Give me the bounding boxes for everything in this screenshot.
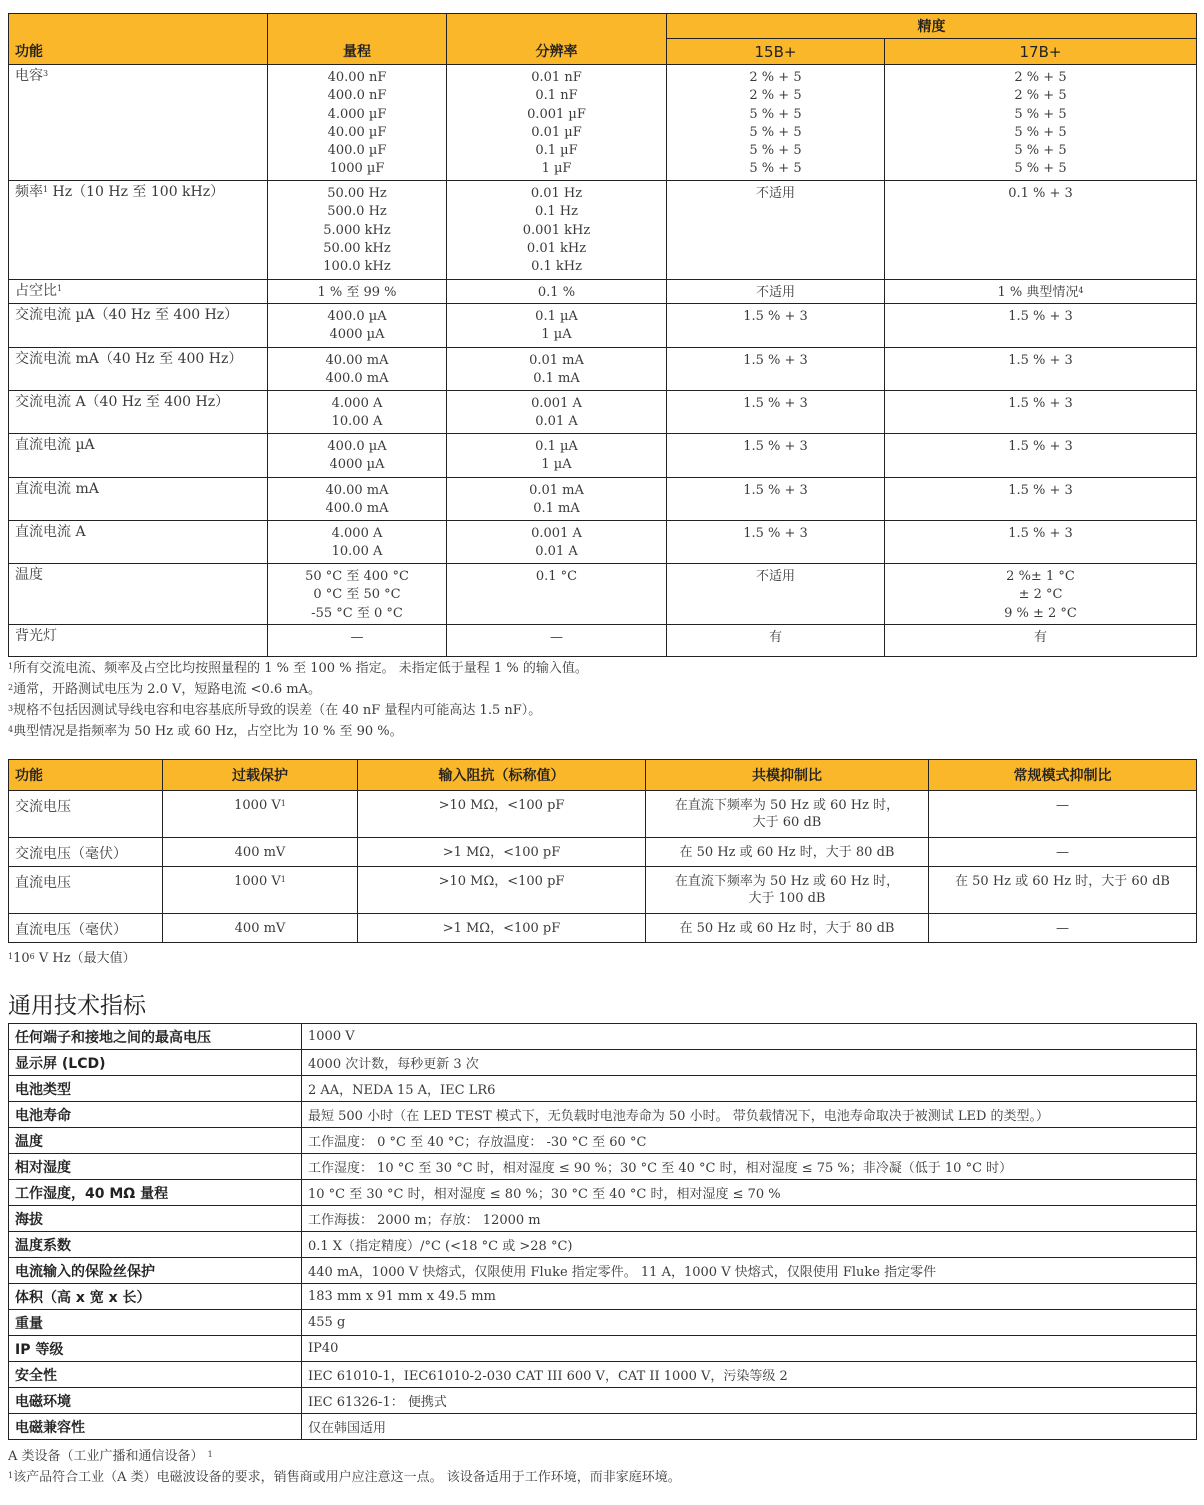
accuracy-15b-cell: 不适用 — [667, 280, 885, 304]
spec-row — [9, 1336, 1197, 1362]
table-row — [9, 280, 1197, 304]
spec-key: 电磁兼容性 — [9, 1414, 302, 1440]
table-row — [9, 181, 1197, 280]
impedance-cell: >1 MΩ，<100 pF — [358, 838, 646, 867]
function-cell: 交流电压 — [9, 791, 163, 838]
nmrr-cell: — — [929, 791, 1197, 838]
spec-row — [9, 1388, 1197, 1414]
header-overload: 过载保护 — [163, 760, 358, 791]
header-resolution: 分辨率 — [447, 14, 667, 65]
spec-key: 电池类型 — [9, 1076, 302, 1102]
header-nmrr: 常规模式抑制比 — [929, 760, 1197, 791]
spec-row — [9, 1310, 1197, 1336]
resolution-cell: 0.1 °C — [447, 564, 667, 625]
spec-key: 温度 — [9, 1128, 302, 1154]
function-cell: 背光灯 — [9, 625, 268, 657]
accuracy-15b-cell: 1.5 % + 3 — [667, 304, 885, 348]
nmrr-cell: — — [929, 838, 1197, 867]
resolution-cell: 0.1 µA 1 µA — [447, 434, 667, 478]
accuracy-15b-cell: 1.5 % + 3 — [667, 478, 885, 521]
header-impedance: 输入阻抗（标称值） — [358, 760, 646, 791]
spec-value: 4000 次计数，每秒更新 3 次 — [302, 1050, 1197, 1076]
cmrr-cell: 在 50 Hz 或 60 Hz 时，大于 80 dB — [646, 914, 929, 943]
header-model-15b: 15B+ — [667, 39, 885, 65]
accuracy-15b-cell: 不适用 — [667, 181, 885, 280]
input-characteristics-table — [8, 759, 1197, 943]
footnote: $^4$典型情况是指频率为 50 Hz 或 60 Hz，占空比为 10 % 至 90 %。 — [8, 724, 403, 739]
spec-value: 455 g — [302, 1310, 1197, 1336]
spec-key: 显示屏 (LCD) — [9, 1050, 302, 1076]
spec-value: IEC 61010-1，IEC61010-2-030 CAT III 600 V，CAT II 1000 V，污染等级 2 — [302, 1362, 1197, 1388]
accuracy-17b-cell: 1.5 % + 3 — [885, 391, 1197, 434]
accuracy-15b-cell: 1.5 % + 3 — [667, 434, 885, 478]
spec-value: 10 °C 至 30 °C 时，相对湿度 ≤ 80 %；30 °C 至 40 °C 时，相对湿度 ≤ 70 % — [302, 1180, 1197, 1206]
measurement-specs-table — [8, 13, 1197, 657]
resolution-cell: 0.001 A 0.01 A — [447, 521, 667, 564]
spec-key: 电磁环境 — [9, 1388, 302, 1414]
table-row — [9, 65, 1197, 181]
spec-key: IP 等级 — [9, 1336, 302, 1362]
header-accuracy: 精度 — [667, 14, 1197, 39]
table-row — [9, 867, 1197, 914]
spec-row — [9, 1414, 1197, 1440]
spec-row — [9, 1102, 1197, 1128]
impedance-cell: >10 MΩ，<100 pF — [358, 791, 646, 838]
spec-value: 440 mA，1000 V 快熔式，仅限使用 Fluke 指定零件。 11 A，1000 V 快熔式，仅限使用 Fluke 指定零件 — [302, 1258, 1197, 1284]
cmrr-cell: 在直流下频率为 50 Hz 或 60 Hz 时， 大于 60 dB — [646, 791, 929, 838]
table-row — [9, 478, 1197, 521]
range-cell: 400.0 µA 4000 µA — [268, 304, 447, 348]
spec-row — [9, 1050, 1197, 1076]
function-cell: 占空比$^1$ — [9, 280, 268, 304]
header-cmrr: 共模抑制比 — [646, 760, 929, 791]
table-row — [9, 791, 1197, 838]
function-cell: 温度 — [9, 564, 268, 625]
nmrr-cell: — — [929, 914, 1197, 943]
spec-key: 任何端子和接地之间的最高电压 — [9, 1024, 302, 1050]
accuracy-17b-cell: 0.1 % + 3 — [885, 181, 1197, 280]
overload-cell: 400 mV — [163, 914, 358, 943]
table-row — [9, 564, 1197, 625]
function-cell: 电容$^3$ — [9, 65, 268, 181]
table-row — [9, 521, 1197, 564]
spec-row — [9, 1128, 1197, 1154]
table-row — [9, 348, 1197, 391]
resolution-cell: — — [447, 625, 667, 657]
spec-value: 工作湿度： 10 °C 至 30 °C 时，相对湿度 ≤ 90 %；30 °C 至 40 °C 时，相对湿度 ≤ 75 %；非冷凝（低于 10 °C 时） — [302, 1154, 1197, 1180]
table-row — [9, 434, 1197, 478]
input-footnote: $^110^6$ V Hz（最大值） — [8, 951, 136, 966]
header-function: 功能 — [9, 760, 163, 791]
spec-value: 2 AA，NEDA 15 A，IEC LR6 — [302, 1076, 1197, 1102]
table-row — [9, 625, 1197, 657]
range-cell: 1 % 至 99 % — [268, 280, 447, 304]
resolution-cell: 0.1 % — [447, 280, 667, 304]
measurement-footnotes — [8, 658, 588, 742]
accuracy-17b-cell: 有 — [885, 625, 1197, 657]
spec-value: 0.1 X（指定精度）/°C (<18 °C 或 >28 °C) — [302, 1232, 1197, 1258]
spec-value: 183 mm x 91 mm x 49.5 mm — [302, 1284, 1197, 1310]
function-cell: 交流电流 A（40 Hz 至 400 Hz） — [9, 391, 268, 434]
function-cell: 直流电流 µA — [9, 434, 268, 478]
spec-row — [9, 1024, 1197, 1050]
spec-row — [9, 1258, 1197, 1284]
spec-key: 海拔 — [9, 1206, 302, 1232]
spec-row — [9, 1076, 1197, 1102]
accuracy-17b-cell: 1.5 % + 3 — [885, 304, 1197, 348]
header-function: 功能 — [9, 14, 268, 65]
spec-row — [9, 1180, 1197, 1206]
table-row — [9, 914, 1197, 943]
footnote: $^3$规格不包括因测试导线电容和电容基底所导致的误差（在 40 nF 量程内可能高达 1.5 nF）。 — [8, 703, 542, 718]
accuracy-17b-cell: 2 %± 1 °C ± 2 °C 9 % ± 2 °C — [885, 564, 1197, 625]
spec-row — [9, 1154, 1197, 1180]
accuracy-15b-cell: 1.5 % + 3 — [667, 521, 885, 564]
spec-value: 1000 V — [302, 1024, 1197, 1050]
impedance-cell: >10 MΩ，<100 pF — [358, 867, 646, 914]
function-cell: 交流电流 µA（40 Hz 至 400 Hz） — [9, 304, 268, 348]
footer-line: A 类设备（工业广播和通信设备） $^1$ — [8, 1449, 213, 1464]
spec-row — [9, 1232, 1197, 1258]
range-cell: 40.00 mA 400.0 mA — [268, 478, 447, 521]
accuracy-17b-cell: 1.5 % + 3 — [885, 478, 1197, 521]
table-row — [9, 304, 1197, 348]
overload-cell: 400 mV — [163, 838, 358, 867]
spec-row — [9, 1362, 1197, 1388]
range-cell: 4.000 A 10.00 A — [268, 391, 447, 434]
general-specs-table — [8, 1023, 1197, 1440]
footnote: $^1$所有交流电流、频率及占空比均按照量程的 1 % 至 100 % 指定。 未指定低于量程 1 % 的输入值。 — [8, 661, 588, 676]
range-cell: 40.00 mA 400.0 mA — [268, 348, 447, 391]
cmrr-cell: 在 50 Hz 或 60 Hz 时，大于 80 dB — [646, 838, 929, 867]
accuracy-17b-cell: 1 % 典型情况$^4$ — [885, 280, 1197, 304]
spec-key: 工作湿度，40 MΩ 量程 — [9, 1180, 302, 1206]
function-cell: 直流电压（毫伏） — [9, 914, 163, 943]
accuracy-17b-cell: 2 % + 5 2 % + 5 5 % + 5 5 % + 5 5 % + 5 5 % + 5 — [885, 65, 1197, 181]
function-cell: 交流电压（毫伏） — [9, 838, 163, 867]
range-cell: 4.000 A 10.00 A — [268, 521, 447, 564]
overload-cell: 1000 $V^1$ — [163, 867, 358, 914]
spec-key: 电池寿命 — [9, 1102, 302, 1128]
cmrr-cell: 在直流下频率为 50 Hz 或 60 Hz 时， 大于 100 dB — [646, 867, 929, 914]
spec-row — [9, 1284, 1197, 1310]
resolution-cell: 0.01 Hz 0.1 Hz 0.001 kHz 0.01 kHz 0.1 kHz — [447, 181, 667, 280]
function-cell: 直流电流 A — [9, 521, 268, 564]
function-cell: 频率$^1$ Hz（10 Hz 至 100 kHz） — [9, 181, 268, 280]
header-model-17b: 17B+ — [885, 39, 1197, 65]
spec-value: IP40 — [302, 1336, 1197, 1362]
function-cell: 直流电流 mA — [9, 478, 268, 521]
overload-cell: 1000 $V^1$ — [163, 791, 358, 838]
spec-value: 仅在韩国适用 — [302, 1414, 1197, 1440]
resolution-cell: 0.01 mA 0.1 mA — [447, 348, 667, 391]
spec-key: 电流输入的保险丝保护 — [9, 1258, 302, 1284]
spec-key: 重量 — [9, 1310, 302, 1336]
header-range: 量程 — [268, 14, 447, 65]
nmrr-cell: 在 50 Hz 或 60 Hz 时，大于 60 dB — [929, 867, 1197, 914]
section-title-general-specs: 通用技术指标 — [8, 993, 146, 1019]
spec-key: 安全性 — [9, 1362, 302, 1388]
table-row — [9, 838, 1197, 867]
accuracy-15b-cell: 不适用 — [667, 564, 885, 625]
spec-value: 工作海拔： 2000 m；存放： 12000 m — [302, 1206, 1197, 1232]
accuracy-15b-cell: 有 — [667, 625, 885, 657]
spec-value: 工作温度： 0 °C 至 40 °C；存放温度： -30 °C 至 60 °C — [302, 1128, 1197, 1154]
resolution-cell: 0.1 µA 1 µA — [447, 304, 667, 348]
footnote-1: $^1$该产品符合工业（A 类）电磁波设备的要求，销售商或用户应注意这一点。 该设备适用于工作环境，而非家庭环境。 — [8, 1470, 681, 1485]
accuracy-15b-cell: 1.5 % + 3 — [667, 348, 885, 391]
function-cell: 交流电流 mA（40 Hz 至 400 Hz） — [9, 348, 268, 391]
accuracy-17b-cell: 1.5 % + 3 — [885, 434, 1197, 478]
resolution-cell: 0.01 nF 0.1 nF 0.001 µF 0.01 µF 0.1 µF 1 µF — [447, 65, 667, 181]
accuracy-17b-cell: 1.5 % + 3 — [885, 348, 1197, 391]
accuracy-15b-cell: 2 % + 5 2 % + 5 5 % + 5 5 % + 5 5 % + 5 5 % + 5 — [667, 65, 885, 181]
footnote: $^2$通常，开路测试电压为 2.0 V，短路电流 <0.6 mA。 — [8, 682, 321, 697]
spec-row — [9, 1206, 1197, 1232]
spec-key: 相对湿度 — [9, 1154, 302, 1180]
accuracy-17b-cell: 1.5 % + 3 — [885, 521, 1197, 564]
spec-value: IEC 61326-1： 便携式 — [302, 1388, 1197, 1414]
range-cell: 400.0 µA 4000 µA — [268, 434, 447, 478]
range-cell: 50 °C 至 400 °C 0 °C 至 50 °C -55 °C 至 0 °C — [268, 564, 447, 625]
table-row — [9, 391, 1197, 434]
spec-key: 温度系数 — [9, 1232, 302, 1258]
range-cell: 50.00 Hz 500.0 Hz 5.000 kHz 50.00 kHz 100.0 kHz — [268, 181, 447, 280]
range-cell: — — [268, 625, 447, 657]
spec-key: 体积（高 x 宽 x 长） — [9, 1284, 302, 1310]
impedance-cell: >1 MΩ，<100 pF — [358, 914, 646, 943]
resolution-cell: 0.01 mA 0.1 mA — [447, 478, 667, 521]
resolution-cell: 0.001 A 0.01 A — [447, 391, 667, 434]
function-cell: 直流电压 — [9, 867, 163, 914]
general-footnotes — [8, 1446, 681, 1488]
accuracy-15b-cell: 1.5 % + 3 — [667, 391, 885, 434]
range-cell: 40.00 nF 400.0 nF 4.000 µF 40.00 µF 400.0 µF 1000 µF — [268, 65, 447, 181]
spec-value: 最短 500 小时（在 LED TEST 模式下，无负载时电池寿命为 50 小时。 带负载情况下，电池寿命取决于被测试 LED 的类型。） — [302, 1102, 1197, 1128]
